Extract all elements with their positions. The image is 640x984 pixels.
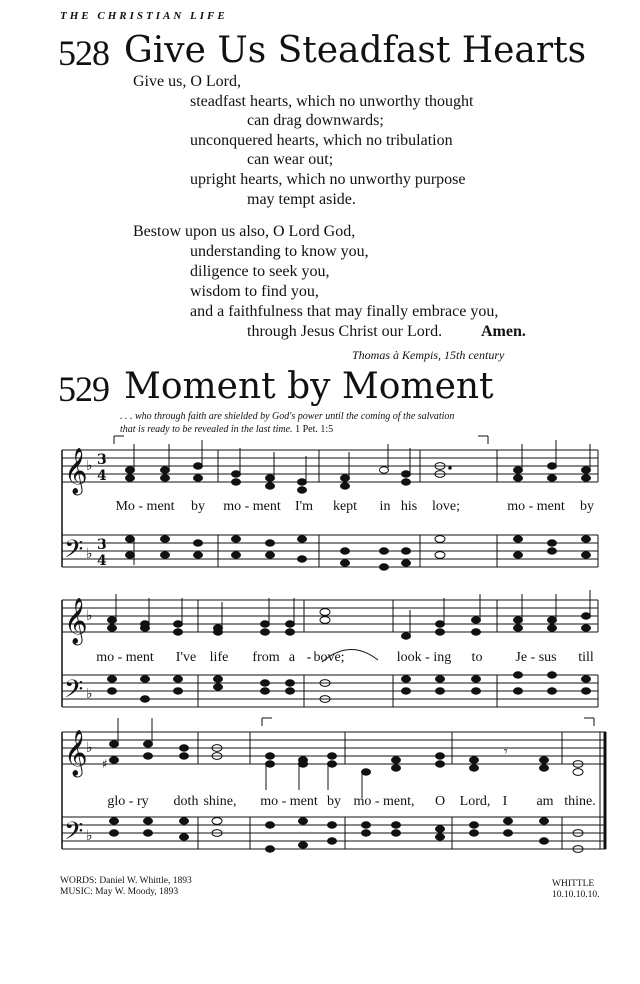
lyric-syllable: till	[578, 650, 594, 665]
time-signature-top: 3	[97, 537, 107, 553]
lyric-syllable: I	[502, 794, 508, 809]
prayer-line: upright hearts, which no unworthy purpose	[190, 171, 466, 188]
lyric-syllable: thine.	[564, 794, 596, 809]
lyric-syllable: love;	[432, 499, 460, 514]
amen: Amen.	[481, 323, 526, 340]
bass-clef-icon: 𝄢	[64, 675, 84, 710]
prayer-line: Give us, O Lord,	[133, 73, 241, 90]
flat-icon: ♭	[86, 686, 93, 702]
prayer-line: Bestow upon us also, O Lord God,	[133, 223, 356, 240]
hymn-529-number: 529	[58, 369, 109, 409]
music-system-3	[0, 712, 640, 862]
notes	[110, 718, 584, 852]
lyric-syllable: doth	[173, 794, 199, 809]
attribution: Thomas à Kempis, 15th century	[352, 348, 505, 362]
lyric-syllable: mo - ment	[96, 650, 154, 665]
time-signature-top: 3	[97, 452, 107, 468]
lyric-syllable: in	[379, 499, 391, 514]
time-signature-bottom: 4	[97, 553, 107, 569]
lyric-syllable: kept	[332, 499, 358, 514]
meter: 10.10.10.10.	[552, 890, 600, 900]
flat-icon: ♭	[86, 740, 93, 756]
lyric-syllable: Lord,	[459, 794, 491, 809]
lyric-syllable: shine,	[203, 794, 237, 809]
lyric-syllable: by	[191, 499, 205, 514]
flat-icon: ♭	[86, 458, 93, 474]
lyric-syllable: by	[327, 794, 341, 809]
prayer-line: through Jesus Christ our Lord.	[247, 323, 443, 340]
music-credit: MUSIC: May W. Moody, 1893	[60, 887, 179, 897]
lyric-syllable: I've	[175, 650, 197, 665]
tune-name: WHITTLE	[552, 879, 595, 889]
prayer-line: unconquered hearts, which no tribulation	[190, 132, 453, 149]
epigraph-line: . . . who through faith are shielded by God's power until the coming of the salvation	[120, 411, 455, 422]
lyric-syllable: to	[471, 650, 483, 665]
lyric-syllable: look - ing	[396, 650, 452, 665]
lyric-syllable: by	[580, 499, 594, 514]
lyric-syllable: life	[209, 650, 229, 665]
treble-clef-icon: 𝄞	[64, 598, 88, 644]
treble-clef-icon: 𝄞	[64, 448, 88, 494]
sharp-icon: ♯	[102, 757, 108, 771]
flat-icon: ♭	[86, 608, 93, 624]
prayer-line: can drag downwards;	[247, 112, 384, 129]
epigraph-text: that is ready to be revealed in the last time.	[120, 424, 293, 435]
prayer-line: may tempt aside.	[247, 191, 356, 208]
lyric-syllable: am	[536, 794, 554, 809]
hymn-529-title: Moment by Moment	[124, 366, 494, 407]
lyric-syllable: bove;	[313, 650, 345, 665]
lyric-syllable: Mo - ment	[115, 499, 175, 514]
flat-icon: ♭	[86, 828, 93, 844]
scripture-reference: 1 Pet. 1:5	[295, 424, 334, 435]
lyric-syllable: Je - sus	[515, 650, 557, 665]
lyric-syllable: O	[434, 794, 446, 809]
hymn-528-number: 528	[58, 33, 109, 73]
prayer-line: can wear out;	[247, 151, 334, 168]
lyric-syllable: glo - ry	[107, 794, 149, 809]
flat-icon: ♭	[86, 546, 93, 562]
lyric-syllable: I'm	[294, 499, 314, 514]
lyric-syllable: a	[288, 650, 296, 665]
bass-clef-icon: 𝄢	[64, 535, 84, 570]
prayer-line: steadfast hearts, which no unworthy thought	[190, 93, 474, 110]
prayer-line: wisdom to find you,	[190, 283, 319, 300]
prayer-line: and a faithfulness that may finally embrace you,	[190, 303, 499, 320]
treble-clef-icon: 𝄞	[64, 730, 88, 776]
lyric-syllable: -	[306, 650, 312, 665]
lyric-syllable: mo - ment	[507, 499, 565, 514]
words-credit: WORDS: Daniel W. Whittle, 1893	[60, 876, 192, 886]
section-header: THE CHRISTIAN LIFE	[60, 10, 228, 22]
hymn-528-title: Give Us Steadfast Hearts	[124, 30, 587, 71]
prayer-line: diligence to seek you,	[190, 263, 330, 280]
eighth-rest-icon: 𝄾	[504, 744, 508, 760]
notes	[108, 590, 591, 702]
time-signature-bottom: 4	[97, 468, 107, 484]
lyric-syllable: from	[252, 650, 280, 665]
lyric-syllable: his	[400, 499, 418, 514]
lyric-syllable: mo - ment	[260, 794, 318, 809]
lyric-syllable: mo - ment,	[353, 794, 415, 809]
lyric-syllable: mo - ment	[223, 499, 281, 514]
prayer-line: understanding to know you,	[190, 243, 369, 260]
bass-clef-icon: 𝄢	[64, 817, 84, 852]
